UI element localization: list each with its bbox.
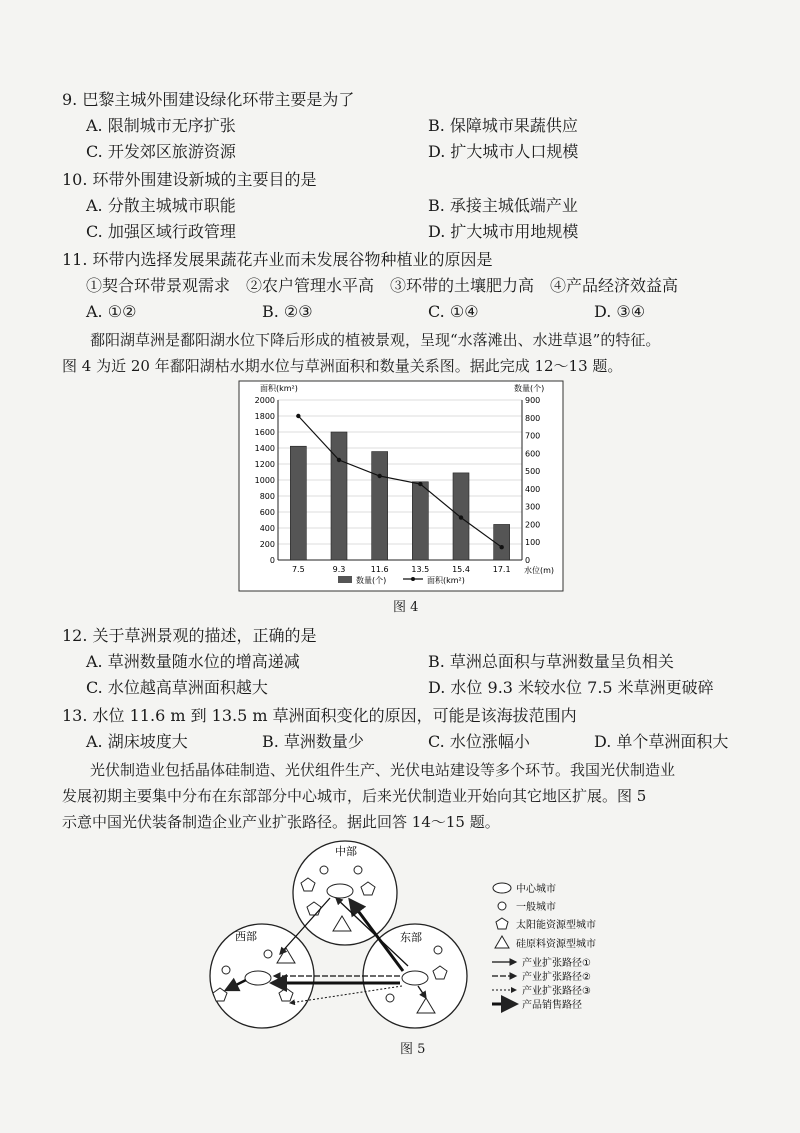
x-tick-label: 17.1 [492, 565, 511, 574]
q11-stem: 11. 环带内选择发展果蔬花卉业而未发展谷物种植业的原因是 [62, 250, 493, 269]
east-center-city-icon [402, 971, 428, 985]
q12-option-d[interactable]: D. 水位 9.3 米较水位 7.5 米草洲更破碎 [428, 678, 714, 697]
q11-option-d[interactable]: D. ③④ [594, 302, 646, 321]
q10-option-b[interactable]: B. 承接主城低端产业 [428, 196, 578, 215]
region-west-label: 西部 [235, 930, 257, 943]
q12-option-b[interactable]: B. 草洲总面积与草洲数量呈负相关 [428, 652, 674, 671]
q10-option-a[interactable]: A. 分散主城城市职能 [86, 196, 236, 215]
x-axis-label: 水位(m) [524, 566, 555, 575]
area-point [459, 515, 463, 519]
left-tick-label: 600 [259, 508, 275, 517]
x-tick-label: 9.3 [332, 565, 346, 574]
left-axis-label: 面积(km²) [260, 384, 298, 393]
q10-option-c[interactable]: C. 加强区域行政管理 [86, 222, 236, 241]
x-tick-label: 7.5 [291, 565, 305, 574]
q9-stem: 9. 巴黎主城外围建设绿化环带主要是为了 [62, 90, 355, 109]
right-tick-label: 300 [525, 502, 541, 512]
bar-count [494, 524, 510, 560]
left-tick-label: 1600 [254, 428, 275, 437]
legend-label: 产品销售路径 [522, 1000, 582, 1011]
left-tick-label: 2000 [254, 396, 275, 405]
legend-label: 太阳能资源型城市 [516, 920, 596, 931]
q12-option-a[interactable]: A. 草洲数量随水位的增高递减 [86, 652, 300, 671]
legend-solar-city-icon [496, 918, 508, 929]
left-tick-label: 0 [269, 556, 275, 565]
right-tick-label: 700 [525, 431, 541, 441]
legend-label: 硅原料资源型城市 [516, 939, 596, 950]
q11-option-b[interactable]: B. ②③ [262, 302, 313, 321]
bar-count [331, 432, 347, 560]
right-tick-label: 600 [525, 449, 541, 459]
q13-option-b[interactable]: B. 草洲数量少 [262, 732, 364, 751]
legend-line-marker [411, 577, 415, 581]
legend-label: 产业扩张路径③ [522, 986, 591, 997]
q12-option-c[interactable]: C. 水位越高草洲面积越大 [86, 678, 268, 697]
left-tick-label: 1200 [254, 460, 275, 469]
area-point [499, 545, 503, 549]
q13-option-c[interactable]: C. 水位涨幅小 [428, 732, 530, 751]
intro-paragraph-2-line-1: 光伏制造业包括晶体硅制造、光伏组件生产、光伏电站建设等多个环节。我国光伏制造业 [90, 761, 676, 779]
west-center-city-icon [245, 971, 271, 985]
q10-option-d[interactable]: D. 扩大城市用地规模 [428, 222, 579, 241]
bar-count [290, 446, 306, 560]
legend-label: 中心城市 [516, 884, 556, 895]
q13-option-a[interactable]: A. 湖床坡度大 [86, 732, 188, 751]
central-ordinary-city-icon [320, 866, 328, 874]
legend-center-city-icon [493, 883, 511, 893]
left-tick-label: 1000 [254, 476, 275, 485]
figure-5-diagram [190, 838, 650, 1038]
left-tick-label: 200 [259, 540, 275, 549]
right-tick-label: 800 [525, 413, 541, 423]
intro-paragraph-1-line-2: 图 4 为近 20 年鄱阳湖枯水期水位与草洲面积和数量关系图。据此完成 12～13 题。 [62, 357, 623, 375]
legend-bar-swatch [338, 576, 352, 583]
right-tick-label: 900 [525, 396, 541, 405]
figure-5-caption: 图 5 [400, 1042, 426, 1057]
q11-statements: ①契合环带景观需求 ②农户管理水平高 ③环带的土壤肥力高 ④产品经济效益高 [86, 276, 679, 295]
right-tick-label: 0 [525, 556, 531, 565]
legend-label: 产业扩张路径② [522, 972, 591, 983]
legend-line-label: 面积(km²) [427, 576, 465, 585]
x-tick-label: 11.6 [370, 565, 389, 574]
left-tick-label: 400 [259, 524, 275, 533]
area-point [418, 482, 422, 486]
q11-option-a[interactable]: A. ①② [86, 302, 137, 321]
right-axis-label: 数量(个) [514, 384, 545, 393]
q12-stem: 12. 关于草洲景观的描述，正确的是 [62, 626, 317, 645]
intro-paragraph-2-line-2: 发展初期主要集中分布在东部部分中心城市，后来光伏制造业开始向其它地区扩展。图 5 [62, 787, 647, 805]
left-tick-label: 1800 [254, 412, 275, 421]
legend-label: 产业扩张路径① [522, 958, 591, 969]
q9-option-a[interactable]: A. 限制城市无序扩张 [86, 116, 236, 135]
q9-option-c[interactable]: C. 开发郊区旅游资源 [86, 142, 236, 161]
area-point [296, 414, 300, 418]
area-point [337, 458, 341, 462]
east-ordinary-city-icon [386, 994, 394, 1002]
q10-stem: 10. 环带外围建设新城的主要目的是 [62, 170, 317, 189]
figure-5-legend [492, 882, 596, 1011]
bar-count [412, 482, 428, 560]
central-ordinary-city-icon [354, 866, 362, 874]
q13-stem: 13. 水位 11.6 m 到 13.5 m 草洲面积变化的原因，可能是该海拔范围内 [62, 706, 577, 725]
right-tick-label: 400 [525, 484, 541, 494]
bar-count [372, 452, 388, 560]
x-tick-label: 15.4 [452, 565, 470, 574]
intro-paragraph-1-line-1: 鄱阳湖草洲是鄱阳湖水位下降后形成的植被景观，呈现“水落滩出、水进草退”的特征。 [90, 331, 661, 349]
q11-option-c[interactable]: C. ①④ [428, 302, 479, 321]
figure-4-chart [238, 380, 564, 592]
region-east-label: 东部 [400, 931, 422, 944]
legend-silicon-city-icon [495, 936, 509, 948]
left-tick-label: 1400 [254, 444, 275, 453]
legend-label: 一般城市 [516, 902, 556, 913]
area-point [377, 474, 381, 478]
west-ordinary-city-icon [264, 950, 272, 958]
legend-ordinary-city-icon [498, 902, 506, 910]
x-tick-label: 13.5 [411, 565, 430, 574]
legend-bar-label: 数量(个) [356, 576, 387, 585]
intro-paragraph-2-line-3: 示意中国光伏装备制造企业产业扩张路径。据此回答 14～15 题。 [62, 813, 500, 831]
region-central-label: 中部 [335, 845, 357, 858]
right-tick-label: 500 [525, 467, 541, 477]
central-center-city-icon [327, 884, 353, 898]
right-tick-label: 200 [525, 520, 541, 530]
left-tick-label: 800 [259, 492, 275, 501]
q13-option-d[interactable]: D. 单个草洲面积大 [594, 732, 729, 751]
right-tick-label: 100 [525, 538, 541, 548]
q9-option-b[interactable]: B. 保障城市果蔬供应 [428, 116, 578, 135]
west-ordinary-city-icon [222, 966, 230, 974]
figure-4-caption: 图 4 [393, 600, 419, 615]
east-ordinary-city-icon [434, 946, 442, 954]
q9-option-d[interactable]: D. 扩大城市人口规模 [428, 142, 579, 161]
